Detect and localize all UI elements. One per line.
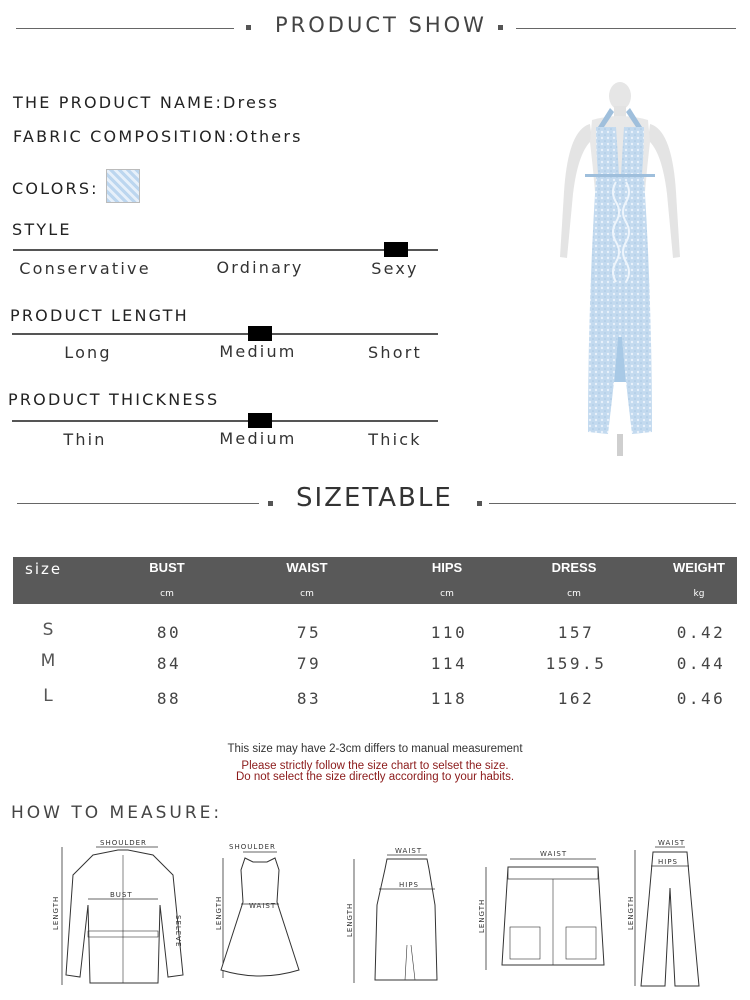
waist-label: WAIST — [658, 839, 686, 847]
size-table-header — [13, 557, 737, 604]
col-unit-dress: cm — [567, 589, 581, 599]
table-cell: 0.46 — [676, 689, 726, 708]
style-scale-marker — [384, 242, 408, 257]
sleeve-label: SELEVE — [174, 915, 182, 948]
length-label: LENGTH — [215, 895, 223, 930]
style-option-sexy: Sexy — [371, 259, 419, 278]
measure-diagram-dress — [215, 840, 305, 985]
length-option-medium: Medium — [219, 342, 297, 361]
shoulder-label: SHOULDER — [229, 843, 276, 851]
thickness-option-thick: Thick — [368, 430, 422, 449]
measure-diagram-skirt — [345, 845, 440, 990]
thickness-option-medium: Medium — [219, 429, 297, 448]
length-label: LENGTH — [346, 902, 354, 937]
length-option-short: Short — [368, 343, 422, 362]
colors-label: COLORS: — [12, 179, 99, 198]
header-dot-right — [498, 25, 503, 30]
col-unit-waist: cm — [300, 589, 314, 599]
table-cell: 84 — [156, 654, 182, 673]
length-label: LENGTH — [627, 895, 635, 930]
product-name-row — [13, 93, 279, 112]
measure-diagram-pants — [625, 838, 705, 990]
style-option-ordinary: Ordinary — [216, 258, 304, 277]
col-unit-bust: cm — [160, 589, 174, 599]
table-cell: 0.44 — [676, 654, 726, 673]
style-scale-line — [13, 249, 438, 251]
col-header-hips: HIPS — [431, 560, 463, 575]
length-title: PRODUCT LENGTH — [10, 306, 189, 325]
section-title-how-to-measure: HOW TO MEASURE: — [11, 803, 223, 823]
col-header-waist: WAIST — [286, 560, 328, 575]
waist-label: WAIST — [249, 902, 277, 910]
sizetable-dot-right — [477, 501, 482, 506]
section-title-product-show: PRODUCT SHOW — [275, 13, 487, 37]
table-cell: 110 — [430, 623, 468, 642]
product-name-value: Dress — [223, 93, 280, 112]
col-header-weight: WEIGHT — [673, 560, 725, 575]
measure-diagram-jacket — [48, 835, 198, 995]
table-cell: 80 — [156, 623, 182, 642]
mannequin-dress-illustration — [540, 82, 700, 467]
table-cell: 88 — [156, 689, 182, 708]
section-title-sizetable: SIZETABLE — [296, 483, 453, 513]
table-cell: 0.42 — [676, 623, 726, 642]
length-option-long: Long — [64, 343, 112, 362]
note-do-not-select-by-habit: Do not select the size directly according to your habits. — [235, 771, 515, 783]
sizetable-dot-left — [268, 501, 273, 506]
table-cell: 118 — [430, 689, 468, 708]
product-name-label: THE PRODUCT NAME: — [13, 93, 224, 112]
header-dot-left — [246, 25, 251, 30]
table-cell: 162 — [557, 689, 595, 708]
length-label: LENGTH — [52, 895, 60, 930]
fabric-value: Others — [235, 127, 303, 146]
style-title: STYLE — [12, 220, 72, 239]
header-rule-right — [516, 28, 736, 29]
col-unit-weight: kg — [693, 589, 705, 599]
table-cell: 79 — [296, 654, 322, 673]
row-size-label: L — [43, 686, 53, 706]
fabric-label: FABRIC COMPOSITION: — [13, 127, 236, 146]
bust-label: BUST — [110, 891, 133, 899]
table-cell: 157 — [557, 623, 595, 642]
waist-label: WAIST — [395, 847, 423, 855]
length-label: LENGTH — [478, 898, 486, 933]
table-cell: 75 — [296, 623, 322, 642]
fabric-row — [13, 127, 303, 146]
col-unit-hips: cm — [440, 589, 454, 599]
thickness-option-thin: Thin — [63, 430, 107, 449]
table-cell: 83 — [296, 689, 322, 708]
row-size-label: S — [42, 620, 54, 640]
note-measurement-difference: This size may have 2-3cm differs to manual measurement — [227, 743, 523, 755]
thickness-title: PRODUCT THICKNESS — [8, 390, 220, 409]
sizetable-rule-left — [17, 503, 259, 504]
col-header-bust: BUST — [149, 560, 185, 575]
style-option-conservative: Conservative — [19, 259, 151, 278]
color-swatch-blue[interactable] — [106, 169, 140, 203]
sizetable-rule-right — [489, 503, 736, 504]
length-scale-line — [12, 333, 438, 335]
thickness-scale-marker — [248, 413, 272, 428]
hips-label: HIPS — [658, 858, 678, 866]
table-cell: 114 — [430, 654, 468, 673]
thickness-scale-line — [12, 420, 438, 422]
product-photo — [540, 82, 700, 467]
measure-diagram-short-skirt — [478, 845, 613, 975]
size-column-header: size — [25, 560, 63, 578]
hips-label: HIPS — [399, 881, 419, 889]
header-rule-left — [16, 28, 234, 29]
length-scale-marker — [248, 326, 272, 341]
col-header-dress: DRESS — [551, 560, 597, 575]
table-cell: 159.5 — [545, 654, 607, 673]
row-size-label: M — [40, 651, 56, 671]
waist-label: WAIST — [540, 850, 568, 858]
shoulder-label: SHOULDER — [100, 839, 147, 847]
note-follow-size-chart: Please strictly follow the size chart to selset the size. — [241, 760, 509, 772]
